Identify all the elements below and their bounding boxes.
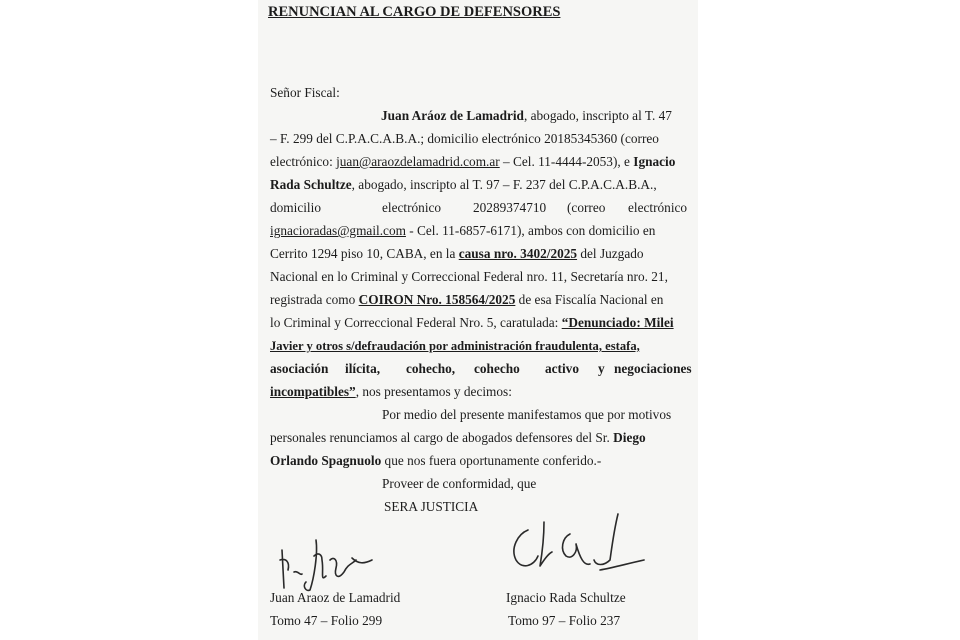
signature-right-tomo: Tomo 97 – Folio 237 bbox=[508, 613, 621, 628]
document-title: RENUNCIAN AL CARGO DE DEFENSORES bbox=[268, 4, 561, 20]
paragraph-line: Cerrito 1294 piso 10, CABA, en la causa nro. 3402/2025 del Juzgado bbox=[270, 246, 644, 261]
paragraph-line: lo Criminal y Correccional Federal Nro. 5, caratulada: “Denunciado: Milei bbox=[270, 315, 674, 330]
signature-left-name: Juan Araoz de Lamadrid bbox=[270, 590, 401, 605]
signature-left-tomo: Tomo 47 – Folio 299 bbox=[270, 613, 383, 628]
paragraph-line: Por medio del presente manifestamos que por motivos bbox=[382, 407, 672, 422]
coiron-number: COIRON Nro. 158564/2025 bbox=[358, 292, 516, 307]
paragraph-line: registrada como COIRON Nro. 158564/2025 de esa Fiscalía Nacional en bbox=[270, 292, 664, 307]
signature-right bbox=[500, 508, 650, 590]
paragraph-line: Rada Schultze, abogado, inscripto al T. 97 – F. 237 del C.P.A.C.A.B.A., bbox=[270, 177, 657, 192]
closing-sera-justicia: SERA JUSTICIA bbox=[384, 499, 479, 514]
paragraph-line: Juan Aráoz de Lamadrid, abogado, inscripto al T. 47 bbox=[381, 108, 672, 123]
email-link-ignacio: ignacioradas@gmail.com bbox=[270, 223, 406, 238]
causa-number: causa nro. 3402/2025 bbox=[458, 246, 578, 261]
paragraph-line bbox=[270, 338, 674, 354]
salutation: Señor Fiscal: bbox=[270, 85, 340, 100]
paragraph-line: Orlando Spagnuolo que nos fuera oportunamente conferido.- bbox=[270, 453, 602, 468]
case-caption: Javier y otros s/defraudación por administración fraudulenta, estafa, bbox=[270, 339, 640, 353]
email-link-juan: juan@araozdelamadrid.com.ar bbox=[336, 154, 500, 169]
paragraph-line: Nacional en lo Criminal y Correccional Federal nro. 11, Secretaría nro. 21, bbox=[270, 269, 668, 284]
paragraph-line: incompatibles”, nos presentamos y decimos: bbox=[270, 384, 512, 399]
case-caption: “Denunciado: Milei bbox=[561, 315, 674, 330]
paragraph-line: electrónico: juan@araozdelamadrid.com.ar – Cel. 11-4444-2053), e Ignacio bbox=[270, 154, 676, 169]
signature-right-name: Ignacio Rada Schultze bbox=[506, 590, 626, 605]
paragraph-line: ignacioradas@gmail.com - Cel. 11-6857-6171), ambos con domicilio en bbox=[270, 223, 656, 238]
closing-line: Proveer de conformidad, que bbox=[382, 476, 537, 491]
paragraph-line: – F. 299 del C.P.A.C.A.B.A.; domicilio electrónico 20185345360 (correo bbox=[270, 131, 659, 146]
paragraph-line: personales renunciamos al cargo de abogados defensores del Sr. Diego bbox=[270, 430, 646, 445]
case-caption: incompatibles” bbox=[270, 384, 356, 399]
